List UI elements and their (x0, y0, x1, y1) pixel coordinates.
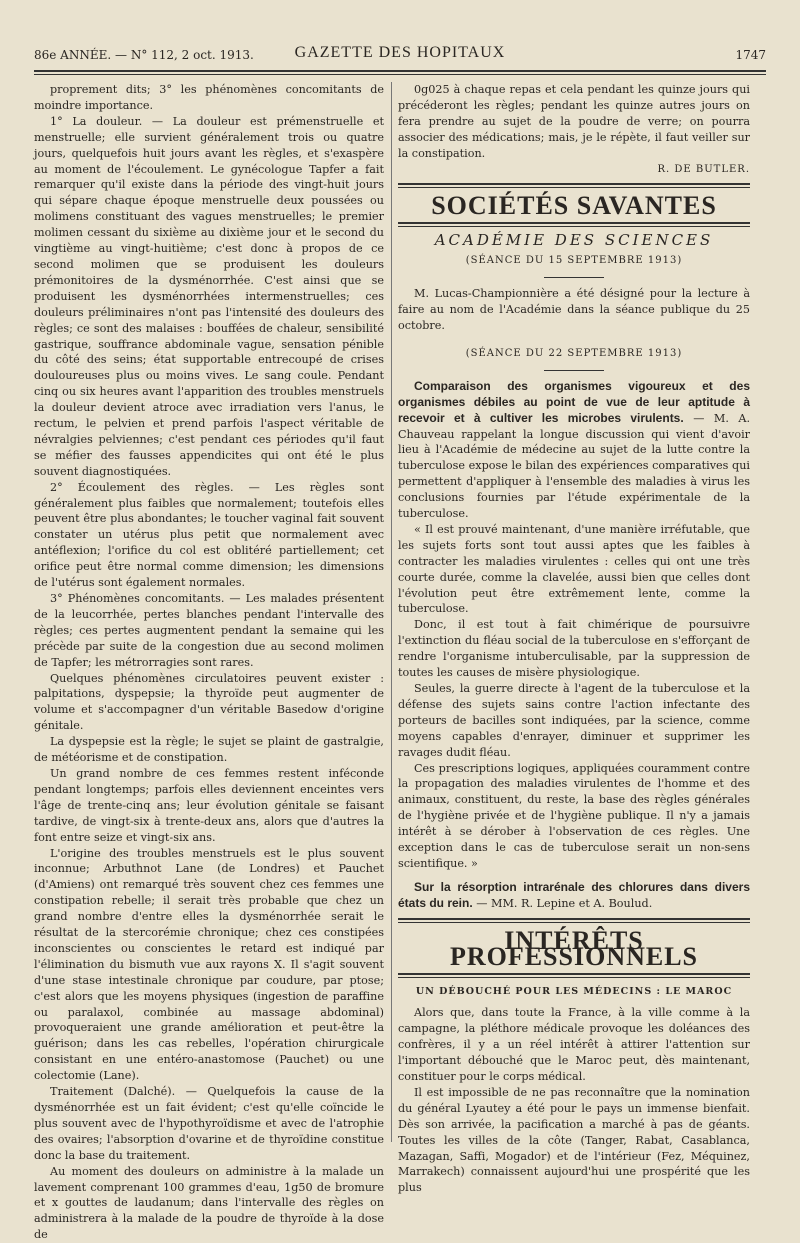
paragraph: 0g025 à chaque repas et cela pendant les quinze jours qui précéderont les règles; pendant les quinze autres jours on fera prendre au sujet de la poudre de verre; on pourra associer des médications; mais, je le répète, il faut veiller sur la constipation. (398, 83, 750, 160)
short-rule (544, 277, 604, 278)
section-rule (398, 183, 750, 188)
page-header (34, 44, 766, 64)
issue-info: 86e ANNÉE. — N° 112, 2 oct. 1913. (34, 48, 254, 62)
journal-title: GAZETTE DES HOPITAUX (294, 44, 506, 61)
short-rule (544, 370, 604, 371)
paragraph: L'origine des troubles menstruels est le plus souvent inconnue; Arbuthnot Lane (de Londres) et Pauchet (d'Amiens) ont remarqué très souvent chez ces femmes une constipation rebelle; il serait très probable que chez un grand nombre d'entre elles la dysménorrhée serait le résultat de la stercorémie chronique; chez ces constipées inconscientes ou conscientes le retard est indiqué par l'élimination du bismuth vue aux rayons X. Il s'agit souvent d'une stase intestinale chronique par coudure, par ptose; c'est alors que les moyens physiques (ingestion de paraffine ou paralaxol, combinée au massage abdominal) provoqueraient une grande amélioration et peut-être la guérison; dans les cas rebelles, l'opération chirurgicale consistant en une entéro-anastomose (Pauchet) ou une colectomie (Lane). (34, 846, 384, 1083)
page-number: 1747 (735, 48, 766, 62)
section-title-societes: SOCIÉTÉS SAVANTES (431, 191, 717, 221)
article-paragraph (398, 379, 750, 522)
paragraph: proprement dits; 3° les phénomènes concomitants de moindre importance. (34, 83, 384, 112)
paragraph: Au moment des douleurs on administre à la malade un lavement comprenant 100 grammes d'eau, 1g50 de bromure et x gouttes de laudanum; dans l'intervalle des règles on administrera à la malade de la poudre de thyroïde à la dose de (34, 1164, 384, 1242)
paragraph: Traitement (Dalché). — Quelquefois la cause de la dysménorrhée est un fait évident; c'est qu'elle coïncide le plus souvent avec de l'hypothyroïdisme et avec de l'atrophie des ovaires; l'absorption d'ovarine et de thyroïdine constitue donc la base du traitement. (34, 1085, 384, 1162)
header-rule (34, 70, 766, 75)
paragraph: 2° Écoulement des règles. — Les règles sont généralement plus faibles que normalement; toutefois elles peuvent être plus abondantes; le toucher vaginal fait souvent constater un utérus plus petit que normalement avec antéflexion; l'orifice du col est oblitéré partiellement; cet orifice peut être normal comme dimension; les dimensions de l'utérus sont également normales. (34, 480, 384, 590)
academie-title: ACADÉMIE DES SCIENCES (434, 231, 714, 250)
paragraph: Seules, la guerre directe à l'agent de la tuberculose et la défense des sujets sains contre l'action infectante des porteurs de bacilles sont indiquées, par la science, comme moyens capables d'enrayer, diminuer et supprimer les ravages dudit fléau. (398, 682, 750, 759)
article-heading: Sur la résorption intrarénale des chlorures dans divers états du rein. (398, 879, 750, 910)
seance-date: (SÉANCE DU 22 SEPTEMBRE 1913) (465, 347, 683, 359)
section-rule (398, 918, 750, 923)
right-column (398, 82, 750, 1196)
article-heading: Comparaison des organismes vigoureux et des organismes débiles au point de vue de leur aptitude à recevoir et à cultiver les microbes virulents. (398, 378, 750, 425)
column-divider (391, 82, 392, 1142)
paragraph: Ces prescriptions logiques, appliquées couramment contre la propagation des maladies virulentes de l'homme et des animaux, constituent, du reste, la base des règles générales de l'hygiène privée et de l'hygiène publique. Il n'y a jamais intérêt à se dérober à l'observation de ces règles. Une exception dans le cas de tuberculose serait un non-sens scientifique. » (398, 761, 750, 870)
article-text: — MM. R. Lepine et A. Boulud. (476, 896, 653, 910)
author-signature: R. DE BUTLER. (657, 163, 750, 175)
article-text: — M. A. Chauveau rappelant la longue discussion qui vient d'avoir lieu à l'Académie de médecine au sujet de la lutte contre la tuberculose expose le bilan des expériences comparatives qui permettent d'appliquer à l'ensemble des maladies à virus les conclusions fournies par l'étude expérimentale de la tuberculose. (398, 411, 751, 521)
paragraph: Alors que, dans toute la France, à la ville comme à la campagne, la pléthore médicale provoque les doléances des confrères, il y a un réel intérêt à attirer l'attention sur l'important débouché que le Maroc peut, dès maintenant, constituer pour le corps médical. (398, 1006, 750, 1084)
paragraph: « Il est prouvé maintenant, d'une manière irréfutable, que les sujets forts sont tout aussi aptes que les faibles à contracter les maladies virulentes : celles qui ont une très courte durée, comme la clavelée, aussi bien que celles dont l'évolution peut être extrêmement lente, comme la tuberculose. (398, 522, 750, 616)
paragraph: 3° Phénomènes concomitants. — Les malades présentent de la leucorrhée, pertes blanches pendant l'intervalle des règles; ces pertes augmentent pendant la semaine qui les précède par suite de la congestion due au second molimen de Tapfer; les métrorragies sont rares. (34, 592, 384, 669)
paragraph: Quelques phénomènes circulatoires peuvent exister : palpitations, dyspepsie; la thyroïde peut augmenter de volume et s'accompagner d'un véritable Basedow d'origine génitale. (34, 671, 384, 733)
paragraph: Donc, il est tout à fait chimérique de poursuivre l'extinction du fléau social de la tuberculose en s'efforçant de rendre l'organisme intuberculisable, par la suppression de toutes les causes de misère physiologique. (398, 618, 750, 680)
paragraph: 1° La douleur. — La douleur est prémenstruelle et menstruelle; elle survient généralement trois ou quatre jours, quelquefois huit jours avant les règles, et s'exaspère au moment de l'écoulement. Le gynécologue Tapfer a fait remarquer qu'il existe dans la période des vingt-huit jours qui sépare chaque époque menstruelle deux poussées ou molimens constituant des vagues menstruelles; le premier molimen cessant du sixième au dixième jour et le second du vingtième au vingt-huitième; c'est donc à propos de ce second molimen que se produisent les douleurs prémonitoires de la dysménorrhée. C'est ainsi que se produisent les dysménorrhées intermenstruelles; ces douleurs préliminaires n'ont pas l'intensité des douleurs des règles; ce sont des malaises : bouffées de chaleur, sensibilité gastrique, souffrance abdominale vague, sensation pénible du côté des seins; état supportable entrecoupé de crises douloureuses plus ou moins vives. Le sang coule. Pendant cinq ou six heures avant l'apparition des troubles menstruels la douleur devient atroce avec irradiation vers l'anus, le rectum, le pelvien et prend parfois l'aspect véritable de névralgies pelviennes; c'est pendant ces périodes qu'il faut se méfier des fausses appendicites qui ont été le plus souvent diagnostiquées. (34, 114, 384, 478)
paragraph: La dyspepsie est la règle; le sujet se plaint de gastralgie, de météorisme et de constipation. (34, 735, 384, 765)
paragraph: Il est impossible de ne pas reconnaître que la nomination du général Lyautey a été pour le pays un immense bienfait. Dès son arrivée, la pacification a marché à pas de géants. Toutes les villes de la côte (Tanger, Rabat, Casablanca, Mazagan, Saffi, Mogador) et de l'intérieur (Fez, Méquinez, Marrakech) connaissent aujourd'hui une prospérité que les plus (398, 1085, 750, 1195)
article-heading: UN DÉBOUCHÉ POUR LES MÉDECINS : LE MAROC (415, 985, 733, 997)
paragraph: Un grand nombre de ces femmes restent inféconde pendant longtemps; parfois elles deviennent enceintes vers l'âge de trente-cinq ans; leur évolution génitale se faisant tardive, de vingt-six à trente-deux ans, alors que d'autres la font entre seize et vingt-six ans. (34, 766, 384, 844)
section-rule (398, 222, 750, 227)
seance-date: (SÉANCE DU 15 SEPTEMBRE 1913) (465, 255, 683, 267)
left-column (34, 82, 384, 1243)
section-title-interets: INTÉRÊTS PROFESSIONNELS (449, 925, 699, 971)
section-rule (398, 973, 750, 978)
paragraph: M. Lucas-Championnière a été désigné pour la lecture à faire au nom de l'Académie dans la séance publique du 25 octobre. (398, 287, 750, 332)
article-paragraph (398, 880, 750, 912)
